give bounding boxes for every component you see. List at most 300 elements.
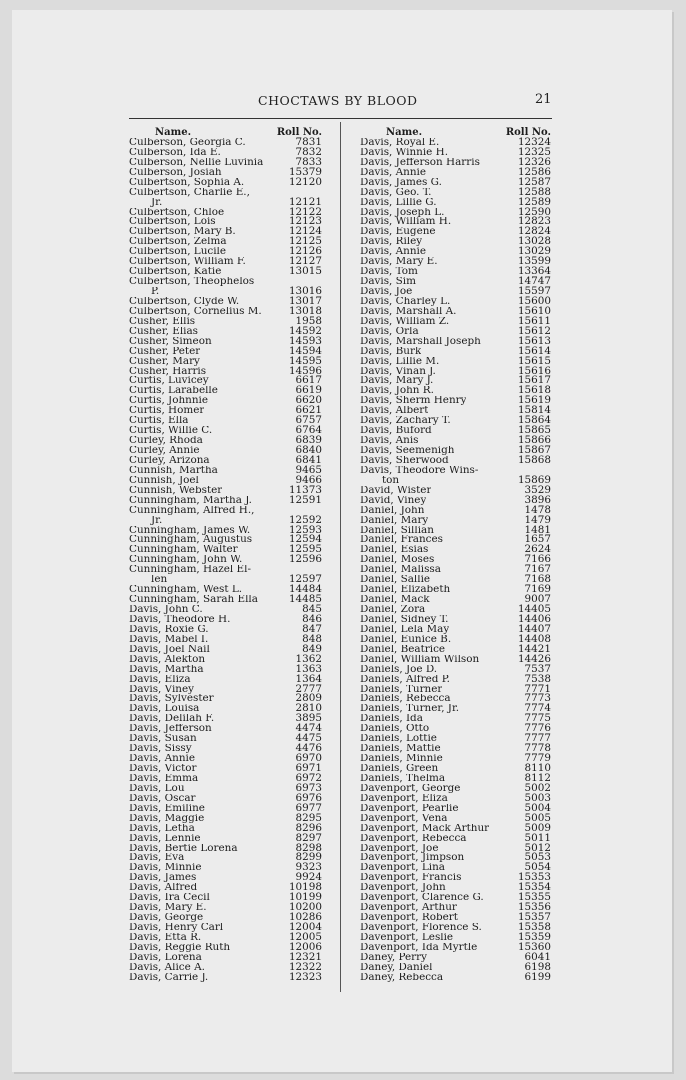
entry-name: Davis, Joe: [360, 287, 413, 297]
entry-name: Davis, James G.: [360, 177, 442, 188]
entry-roll-number: 8296: [295, 821, 322, 834]
roll-entry: [360, 694, 551, 704]
entry-name: Cunningham, Sarah Ella: [129, 595, 258, 606]
roll-entry: [129, 791, 322, 804]
entry-name: Davis, Charley L.: [360, 296, 451, 307]
roll-entry: [129, 724, 322, 734]
entry-roll-number: 12824: [517, 225, 551, 238]
entry-name: Davis, Seemenigh: [360, 446, 455, 456]
entry-roll-number: 5003: [524, 791, 551, 804]
entry-name: Daniels, Otto: [360, 724, 430, 735]
entry-roll-number: 5002: [524, 781, 551, 794]
entry-name: Davenport, Francis: [360, 873, 462, 884]
entry-roll-number: 12586: [517, 165, 551, 178]
entry-roll-number: 6973: [295, 781, 322, 794]
entry-name: Daniel, Malissa: [360, 565, 441, 576]
entry-roll-number: 15612: [517, 324, 551, 337]
entry-roll-number: 2624: [524, 543, 551, 556]
entry-roll-number: 14485: [288, 593, 322, 606]
entry-name: Davis, Lorena: [129, 952, 202, 963]
entry-name: Daniels, Mattie: [360, 744, 441, 755]
entry-roll-number: 8299: [295, 851, 322, 864]
entry-name: Curley, Arizona: [129, 455, 210, 466]
roll-entry: [129, 396, 322, 406]
entry-name: Culbertson, Zelma: [129, 237, 227, 248]
entry-roll-number: 6971: [295, 762, 322, 774]
entry-roll-number: 15360: [517, 940, 551, 953]
roll-entry: [129, 662, 322, 675]
entry-roll-number: 7776: [524, 722, 551, 735]
entry-roll-number: 12587: [517, 175, 551, 188]
entry-roll-number: 7777: [524, 732, 551, 745]
roll-entry: [360, 791, 551, 804]
entry-roll-number: 10199: [288, 891, 322, 904]
roll-entry: [360, 764, 551, 774]
entry-name: Davis, Eva: [129, 853, 185, 864]
roll-entry: [129, 446, 322, 456]
entry-name: Curtis, Willie C.: [129, 426, 213, 437]
entry-name: Davenport, Robert: [360, 913, 458, 924]
roll-entry: [129, 771, 322, 784]
entry-name: Davenport, Rebecca: [360, 833, 467, 844]
entry-roll-number: 7774: [524, 702, 551, 715]
column-header-roll: Roll No.: [505, 127, 551, 138]
entry-roll-number: 845: [302, 603, 322, 615]
entry-name: Davis, Eugene: [360, 227, 436, 238]
entry-name: Daniel, William Wilson: [360, 654, 480, 665]
roll-entry: [129, 493, 322, 506]
entry-roll-number: 15869: [517, 473, 551, 486]
entry-roll-number: 15597: [517, 285, 551, 297]
entry-name: Daniel, Elizabeth: [360, 585, 451, 596]
entry-roll-number: 15359: [517, 930, 551, 943]
roll-entry: [360, 523, 551, 536]
entry-roll-number: 12593: [288, 523, 322, 536]
entry-roll-number: 14747: [517, 275, 551, 288]
entry-roll-number: 7168: [524, 573, 551, 586]
roll-entry: [360, 535, 551, 545]
entry-roll-number: 1478: [524, 503, 551, 516]
entry-roll-number: 7779: [524, 752, 551, 765]
entry-roll-number: 12326: [517, 155, 551, 168]
entry-roll-number: 12589: [517, 195, 551, 208]
roll-entry: [360, 575, 551, 585]
entry-name: Davis, George: [129, 913, 204, 924]
entry-name: Culberson, Nellie Luvinia: [129, 157, 264, 168]
document-page: [12, 10, 672, 1072]
entry-name: Davis, Zachary T.: [360, 416, 451, 427]
entry-roll-number: 1363: [295, 662, 322, 675]
entry-name: Davis, Oscar: [129, 793, 196, 804]
roll-entry: [360, 513, 551, 526]
entry-roll-number: 14407: [517, 622, 551, 635]
roll-entry: [360, 565, 551, 575]
roll-column-right: [360, 128, 551, 983]
roll-entry: [360, 483, 551, 496]
entry-name: Davis, Lillie M.: [360, 356, 440, 367]
roll-entry: [129, 632, 322, 645]
entry-roll-number: 15617: [517, 374, 551, 387]
entry-roll-number: 15355: [517, 891, 551, 904]
entry-name: Davis, James: [129, 873, 197, 884]
entry-name: Davis, Etta R.: [129, 932, 202, 943]
entry-roll-number: 14405: [517, 603, 551, 615]
entry-roll-number: 12322: [288, 960, 322, 973]
entry-name: Cunningham, West L.: [129, 585, 243, 596]
entry-roll-number: 6840: [295, 444, 322, 456]
entry-roll-number: 15864: [517, 414, 551, 427]
entry-name: Davis, Carrie J.: [129, 972, 209, 983]
entry-name: Daniel, John: [360, 505, 425, 516]
entry-name: Davis, Henry Carl: [129, 923, 224, 933]
entry-roll-number: 10198: [288, 881, 322, 894]
roll-entry: [129, 652, 322, 665]
entry-roll-number: 847: [302, 622, 322, 635]
roll-entry: [129, 304, 322, 317]
entry-roll-number: 13015: [288, 265, 322, 278]
entry-roll-number: 5054: [524, 861, 551, 874]
entry-name: Davenport, Joe: [360, 843, 439, 854]
entry-name: Culbertson, Clyde W.: [129, 296, 240, 307]
entry-name: Davenport, Florence S.: [360, 923, 482, 933]
entry-name: Davis, Buford: [360, 426, 432, 437]
entry-name: Davis, Lennie: [129, 833, 201, 844]
entry-name: Cunningham, Alfred H.,: [129, 505, 255, 516]
entry-roll-number: 12127: [288, 255, 322, 268]
entry-roll-number: 7775: [524, 712, 551, 725]
entry-roll-number: 8297: [295, 831, 322, 844]
entry-name: Davis, Jefferson: [129, 724, 212, 735]
entry-name: Culberson, Georgia C.: [129, 137, 246, 148]
entry-roll-number: 13016: [288, 285, 322, 297]
entry-roll-number: 1958: [295, 314, 322, 327]
entry-name: Davis, Geo. T.: [360, 187, 432, 198]
entry-name: Davis, Sissy: [129, 744, 192, 755]
entry-roll-number: 15814: [517, 404, 551, 417]
roll-entry: [360, 831, 551, 844]
entry-name: Davis, Alekton: [129, 654, 206, 665]
entry-name: Culbertson, Chloe: [129, 207, 225, 218]
entry-roll-number: 3895: [295, 712, 322, 725]
entry-roll-number: 1481: [524, 523, 551, 536]
entry-roll-number: 6620: [295, 394, 322, 407]
entry-roll-number: 12120: [288, 175, 322, 188]
entry-name: Davis, Alice A.: [129, 962, 205, 973]
entry-name: Daniel, Sallie: [360, 575, 431, 586]
entry-roll-number: 15357: [517, 911, 551, 924]
entry-roll-number: 13364: [517, 265, 551, 278]
entry-name: Davis, Delilah F.: [129, 714, 215, 725]
entry-name: Davis, Bertie Lorena: [129, 843, 238, 854]
entry-roll-number: 9924: [295, 871, 322, 884]
entry-roll-number: 5004: [524, 801, 551, 814]
roll-entry: [129, 416, 322, 426]
roll-entry: [360, 950, 551, 963]
entry-name: Cunningham, Augustus: [129, 535, 253, 546]
roll-entry: [360, 662, 551, 675]
entry-roll-number: 15614: [517, 344, 551, 357]
roll-entry: [360, 940, 551, 953]
roll-entry: [129, 811, 322, 824]
entry-roll-number: 12597: [288, 573, 322, 586]
entry-roll-number: 15867: [517, 444, 551, 456]
entry-roll-number: 7166: [524, 553, 551, 566]
entry-roll-number: 6977: [295, 801, 322, 814]
roll-entry: [360, 545, 551, 555]
roll-entry: [360, 771, 551, 784]
roll-entry: [129, 267, 322, 277]
entry-roll-number: 4476: [295, 742, 322, 755]
entry-name: Davis, William H.: [360, 217, 452, 228]
entry-roll-number: 2809: [295, 692, 322, 705]
entry-roll-number: 4474: [295, 722, 322, 735]
roll-entry: [129, 406, 322, 416]
roll-entry: [129, 682, 322, 695]
entry-name: Davenport, Eliza: [360, 793, 448, 804]
entry-name: Davis, Orla: [360, 326, 419, 337]
entry-roll-number: 14592: [288, 324, 322, 337]
entry-roll-number: 3529: [524, 483, 551, 496]
roll-entry: [360, 585, 551, 595]
roll-entry: [360, 453, 551, 466]
entry-name: Davis, Royal E.: [360, 137, 440, 148]
entry-name: Culbertson, Mary B.: [129, 227, 236, 238]
entry-roll-number: 10286: [288, 911, 322, 924]
roll-entry: [129, 453, 322, 466]
entry-roll-number: 6621: [295, 404, 322, 417]
entry-roll-number: 15865: [517, 424, 551, 437]
entry-name: Davenport, Lina: [360, 863, 446, 874]
entry-roll-number: 15600: [517, 294, 551, 307]
entry-roll-number: 6199: [524, 970, 551, 983]
entry-roll-number: 12595: [288, 543, 322, 556]
roll-entry: [129, 622, 322, 635]
entry-roll-number: 9465: [295, 463, 322, 476]
entry-roll-number: 6757: [295, 414, 322, 427]
entry-name: Davenport, Jimpson: [360, 853, 465, 864]
entry-name: Cunningham, James W.: [129, 525, 251, 536]
entry-name: Davis, Louisa: [129, 704, 200, 715]
entry-roll-number: 12591: [288, 493, 322, 506]
entry-name: Davis, Lou: [129, 783, 185, 794]
entry-name: Davenport, Leslie: [360, 932, 454, 943]
roll-entry: [360, 970, 551, 983]
entry-name: Daniel, Zora: [360, 605, 426, 615]
roll-column-left: [129, 128, 322, 983]
entry-name: David, Wister: [360, 485, 432, 496]
entry-roll-number: 12004: [288, 921, 322, 933]
entry-roll-number: 13599: [517, 255, 551, 268]
entry-name: Daniel, Esias: [360, 545, 429, 556]
entry-name: Davenport, Vena: [360, 813, 448, 824]
entry-roll-number: 12124: [288, 225, 322, 238]
entry-roll-number: 9466: [295, 473, 322, 486]
entry-roll-number: 5011: [524, 831, 551, 844]
roll-entry: [129, 376, 322, 386]
entry-roll-number: 12592: [288, 513, 322, 526]
entry-name: Cunningham, Hazel El-: [129, 565, 251, 576]
entry-roll-number: 12126: [288, 245, 322, 258]
entry-name: Culbertson, Katie: [129, 267, 222, 278]
entry-roll-number: 6198: [524, 960, 551, 973]
entry-name: Daniels, Thelma: [360, 773, 446, 784]
entry-name: Davis, Mary E.: [129, 903, 207, 914]
roll-entry: [129, 463, 322, 476]
entry-name: Davis, Maggie: [129, 813, 205, 824]
entry-name: Davis, Lillie G.: [360, 197, 437, 208]
roll-entry: [129, 801, 322, 814]
entry-roll-number: 7773: [524, 692, 551, 705]
entry-name: Davenport, Arthur: [360, 903, 457, 914]
entry-roll-number: 14596: [288, 364, 322, 377]
roll-entry: [129, 605, 322, 615]
entry-name: Davis, Albert: [360, 406, 429, 417]
entry-roll-number: 7833: [295, 155, 322, 168]
entry-name: Davis, Emma: [129, 773, 199, 784]
entry-name: Davis, Annie: [360, 167, 427, 178]
entry-name: Cunningham, Walter: [129, 545, 238, 556]
entry-name: Cunningham, John W.: [129, 555, 243, 566]
entry-name: Daniels, Turner: [360, 684, 443, 695]
entry-name: Curtis, Ella: [129, 416, 189, 427]
entry-name: Daniel, Eunice B.: [360, 634, 452, 645]
entry-name: Davis, Joel Nail: [129, 644, 210, 655]
entry-name: Davenport, Ida Myrtle: [360, 942, 478, 953]
entry-roll-number: 11373: [288, 483, 322, 496]
entry-roll-number: 7831: [295, 135, 322, 148]
entry-name: Jr.: [151, 515, 163, 526]
entry-name: len: [151, 575, 168, 586]
entry-name: Cunnish, Joel: [129, 475, 199, 486]
entry-roll-number: 15353: [517, 871, 551, 884]
roll-entry: [129, 841, 322, 854]
entry-name: Davis, Theodore Wins-: [360, 465, 479, 476]
entry-roll-number: 7538: [524, 672, 551, 685]
entry-roll-number: 7537: [524, 662, 551, 675]
entry-name: Curley, Annie: [129, 446, 200, 456]
entry-roll-number: 13018: [288, 304, 322, 317]
entry-name: Davis, Mary J.: [360, 376, 434, 387]
entry-roll-number: 6976: [295, 791, 322, 804]
entry-roll-number: 849: [302, 642, 322, 655]
entry-roll-number: 6619: [295, 384, 322, 397]
entry-name: P.: [151, 287, 160, 297]
entry-name: Davis, Vinan J.: [360, 366, 436, 377]
entry-roll-number: 12823: [517, 215, 551, 228]
entry-roll-number: 6041: [524, 950, 551, 963]
entry-name: Davis, Letha: [129, 823, 195, 834]
entry-roll-number: 15868: [517, 453, 551, 466]
entry-name: Culbertson, Lois: [129, 217, 216, 228]
entry-roll-number: 15616: [517, 364, 551, 377]
page-number: 21: [535, 92, 552, 107]
entry-name: Davis, Anis: [360, 436, 419, 447]
entry-name: Davis, Mary E.: [360, 257, 438, 268]
entry-roll-number: 12590: [517, 205, 551, 218]
roll-entry: [360, 811, 551, 824]
entry-roll-number: 13029: [517, 245, 551, 258]
entry-name: Davenport, Pearlie: [360, 803, 459, 814]
entry-name: Davis, Sim: [360, 277, 416, 288]
entry-name: Davis, Minnie: [129, 863, 202, 874]
roll-entry: [129, 386, 322, 396]
roll-entry: [360, 734, 551, 744]
entry-name: Cusher, Simeon: [129, 336, 212, 347]
entry-roll-number: 12121: [288, 195, 322, 208]
roll-entry: [129, 863, 322, 873]
entry-name: Daniels, Alfred P.: [360, 674, 450, 685]
roll-entry: [129, 145, 322, 158]
entry-name: Daniels, Minnie: [360, 754, 443, 765]
entry-roll-number: 10200: [288, 901, 322, 914]
roll-entry: [129, 853, 322, 863]
roll-entry: [360, 744, 551, 754]
entry-name: Davis, Riley: [360, 237, 423, 248]
entry-roll-number: 14406: [517, 612, 551, 625]
entry-name: David, Viney: [360, 495, 427, 506]
entry-name: Daniel, Mary: [360, 515, 429, 526]
roll-entry: [360, 493, 551, 506]
entry-name: Culberson, Josiah: [129, 167, 222, 178]
roll-entry: [129, 135, 322, 148]
entry-name: Daniel, Sidney T.: [360, 614, 449, 625]
entry-name: Davis, Burk: [360, 346, 422, 357]
roll-entry: [129, 764, 322, 774]
entry-roll-number: 15613: [517, 334, 551, 347]
entry-roll-number: 3896: [524, 493, 551, 506]
entry-name: Daniels, Joe D.: [360, 664, 438, 675]
entry-roll-number: 5053: [524, 851, 551, 864]
entry-roll-number: 15358: [517, 921, 551, 933]
entry-roll-number: 6839: [295, 434, 322, 447]
entry-roll-number: 1362: [295, 652, 322, 665]
entry-name: Davis, Theodore H.: [129, 614, 231, 625]
entry-roll-number: 12324: [517, 135, 551, 148]
entry-name: Davis, Tom: [360, 267, 418, 278]
entry-roll-number: 2777: [295, 682, 322, 695]
entry-name: Daniels, Ida: [360, 714, 423, 725]
entry-name: Curtis, Johnnie: [129, 396, 209, 407]
roll-entry: [360, 960, 551, 973]
entry-roll-number: 13028: [517, 235, 551, 248]
roll-entry: [360, 672, 551, 685]
roll-entry: [129, 744, 322, 754]
roll-entry: [360, 853, 551, 863]
roll-entry: [360, 801, 551, 814]
roll-entry: [360, 473, 551, 486]
entry-name: Daney, Perry: [360, 952, 427, 963]
entry-name: Davis, Victor: [129, 764, 197, 774]
entry-name: Jr.: [151, 197, 163, 208]
entry-roll-number: 6617: [295, 374, 322, 387]
roll-entry: [360, 821, 551, 834]
entry-name: Cunningham, Martha J.: [129, 495, 252, 506]
entry-roll-number: 1364: [295, 672, 322, 685]
entry-roll-number: 848: [302, 632, 322, 645]
roll-entry: [360, 724, 551, 734]
entry-name: Culbertson, Sophia A.: [129, 177, 245, 188]
entry-name: Daniel, Frances: [360, 535, 443, 546]
entry-roll-number: 7169: [524, 583, 551, 596]
roll-entry: [360, 754, 551, 764]
entry-name: Culbertson, Charlie E.,: [129, 187, 250, 198]
entry-roll-number: 8110: [524, 762, 551, 774]
entry-name: Cusher, Peter: [129, 346, 201, 357]
roll-entry: [129, 595, 322, 605]
entry-name: Davis, John R.: [360, 386, 434, 397]
entry-name: Davis, Marshall Joseph: [360, 336, 481, 347]
roll-entry: [129, 426, 322, 436]
